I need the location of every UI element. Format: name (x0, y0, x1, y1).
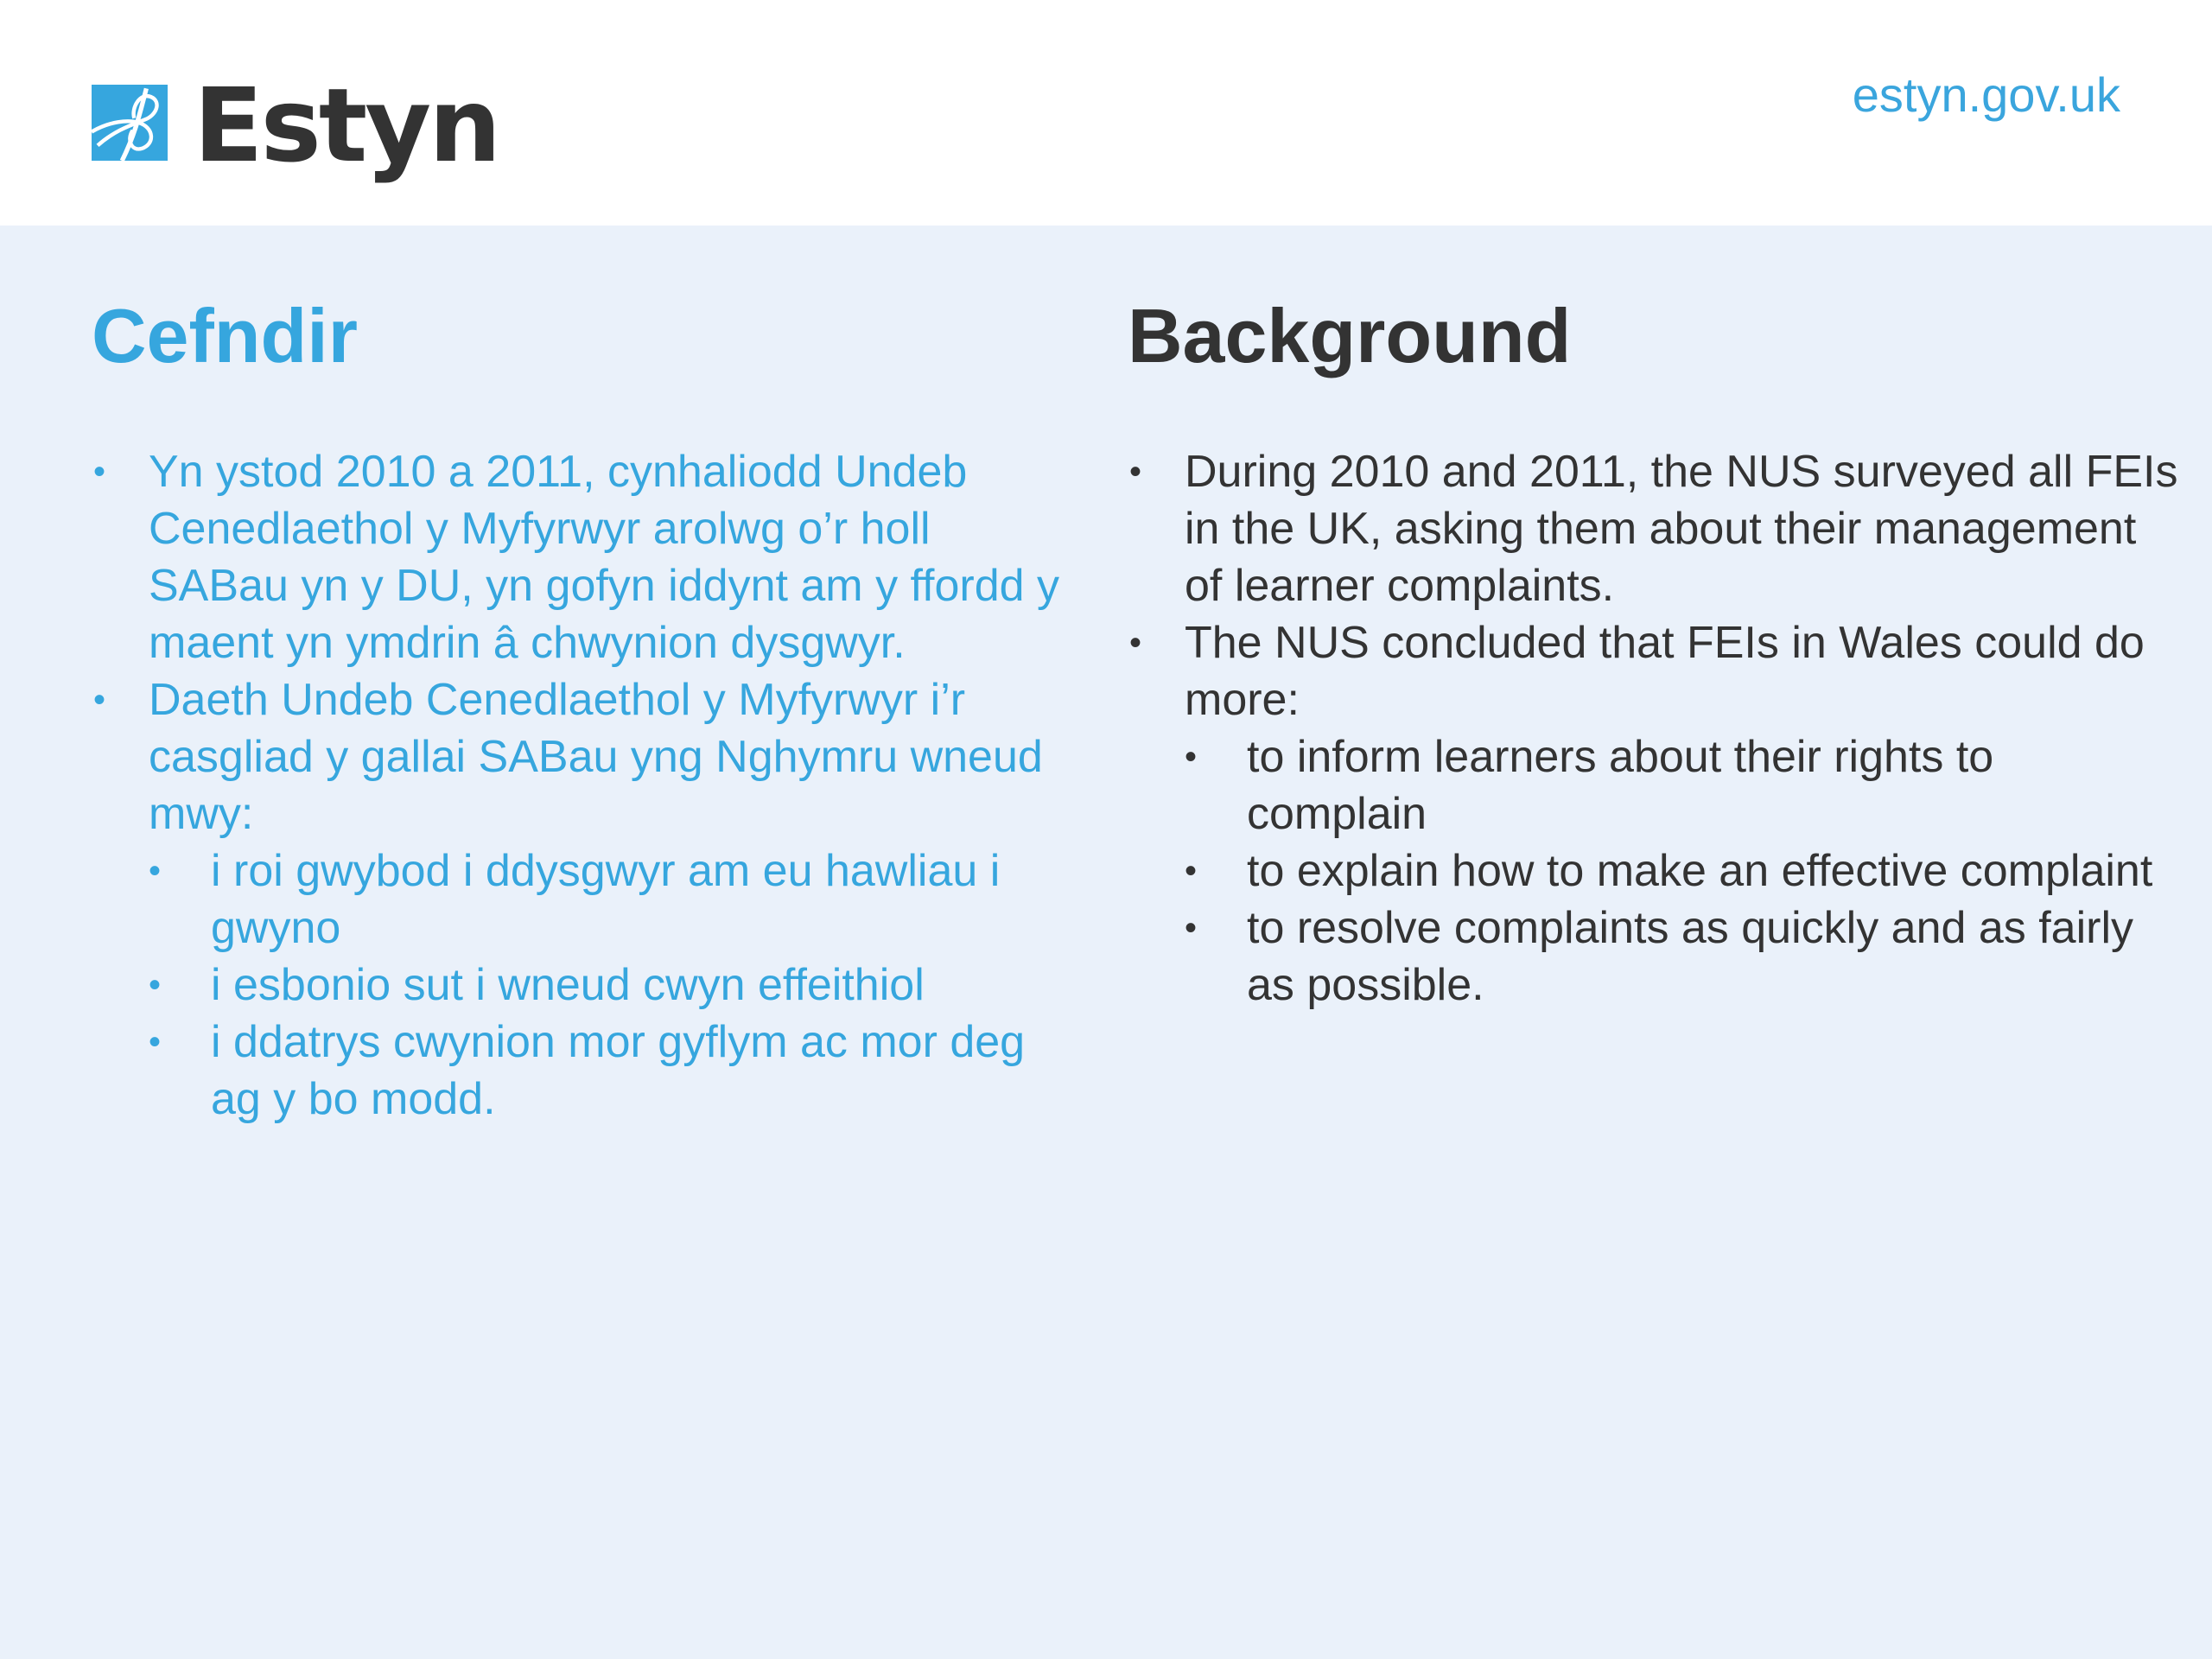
list-item (1128, 443, 2182, 614)
bullet-icon: • (93, 453, 106, 491)
list-item (1185, 842, 2182, 899)
welsh-sub-list (149, 842, 1077, 1128)
estyn-logo[interactable] (92, 66, 499, 185)
list-item (149, 957, 1077, 1014)
site-url-link[interactable]: estyn.gov.uk (1852, 67, 2120, 122)
welsh-heading: Cefndir (92, 293, 358, 378)
bullet-icon: • (149, 852, 162, 890)
list-item (149, 1014, 1077, 1128)
estyn-logo-icon (92, 85, 168, 161)
bullet-text: to explain how to make an effective complaint (1247, 846, 2153, 896)
bullet-icon: • (1129, 453, 1142, 491)
bullet-icon: • (1185, 738, 1198, 776)
list-item (1128, 614, 2182, 1014)
welsh-column (92, 293, 1077, 1128)
bullet-text: i ddatrys cwynion mor gyflym ac mor deg ag y bo modd. (211, 1017, 1026, 1124)
bullet-text: to inform learners about their rights to complain (1247, 732, 1994, 839)
bullet-text: Daeth Undeb Cenedlaethol y Myfyrwyr i’r casgliad y gallai SABau yng Nghymru wneud mwy: (149, 675, 1043, 839)
bullet-text: The NUS concluded that FEIs in Wales could do more: (1185, 618, 2145, 725)
bullet-icon: • (149, 966, 162, 1004)
bullet-icon: • (1185, 909, 1198, 947)
bullet-icon: • (93, 681, 106, 719)
list-item (1185, 728, 2182, 842)
bullet-text: i roi gwybod i ddysgwyr am eu hawliau i gwyno (211, 846, 1001, 953)
list-item (1185, 899, 2182, 1014)
bullet-text: to resolve complaints as quickly and as fairly as possible. (1247, 903, 2134, 1010)
bullet-text: i esbonio sut i wneud cwyn effeithiol (211, 960, 925, 1010)
english-sub-list (1185, 728, 2182, 1014)
bullet-icon: • (1185, 852, 1198, 890)
bullet-text: During 2010 and 2011, the NUS surveyed all FEIs in the UK, asking them about their management of learner complaints. (1185, 447, 2178, 611)
english-heading: Background (1128, 293, 1572, 378)
bullet-text: Yn ystod 2010 a 2011, cynhaliodd Undeb Cenedlaethol y Myfyrwyr arolwg o’r holl SABau yn y DU, yn gofyn iddynt am y ffordd y maent yn ymdrin â chwynion dysgwyr. (149, 447, 1059, 668)
header (0, 0, 2212, 226)
welsh-bullet-list (92, 443, 1077, 1128)
bullet-icon: • (149, 1023, 162, 1061)
list-item (92, 671, 1077, 1128)
bullet-icon: • (1129, 624, 1142, 662)
logo-wordmark: Estyn (194, 66, 499, 185)
list-item (149, 842, 1077, 957)
list-item (92, 443, 1077, 671)
english-bullet-list (1128, 443, 2182, 1014)
english-column (1128, 293, 2182, 1014)
